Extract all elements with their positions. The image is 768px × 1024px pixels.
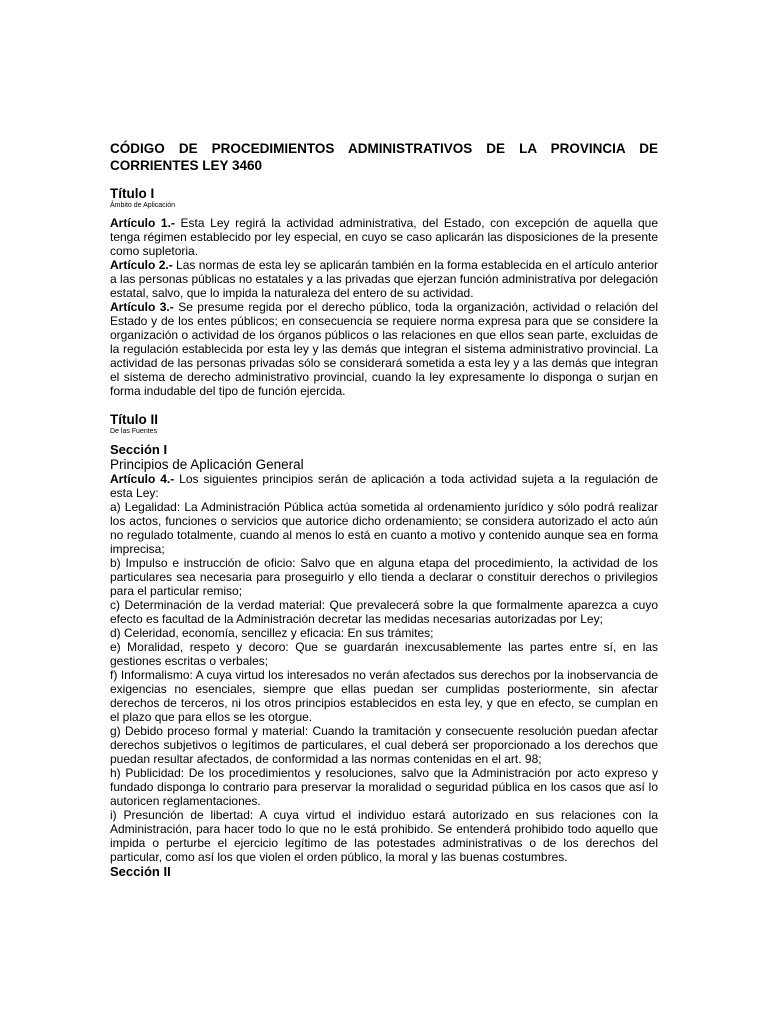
titulo-2-heading: Título II	[110, 412, 158, 427]
article-4-text: Los siguientes principios serán de aplicación a toda actividad sujeta a la regulación de esta Ley:	[110, 472, 659, 500]
article-3	[110, 300, 658, 398]
document-page	[110, 140, 658, 879]
principle-item: b) Impulso e instrucción de oficio: Salvo que en alguna etapa del procedimiento, la actividad de los particulares sea necesaria para proseguirlo y ello tienda a declarar o constituir derechos o privilegios para el particular remiso;	[110, 556, 658, 598]
principle-item: i) Presunción de libertad: A cuya virtud el individuo estará autorizado en sus relaciones con la Administración, para hacer todo lo que no le está prohibido. Se entenderá prohibido todo aquello que impida o perturbe el ejercicio legítimo de las potestades administrativas o de los derechos del particular, como así los que violen el orden público, la moral y las buenas costumbres.	[110, 808, 658, 864]
principle-item: f) Informalismo: A cuya virtud los interesados no verán afectados sus derechos por la inobservancia de exigencias no esenciales, siempre que ellas puedan ser cumplidas posteriormente, sin afectar derechos de terceros, ni los otros principios establecidos en esta ley, y que en efecto, se cumplan en el plazo que para ellos se les otorgue.	[110, 668, 658, 724]
article-1	[110, 216, 658, 258]
document-title: CÓDIGO DE PROCEDIMIENTOS ADMINISTRATIVOS DE LA PROVINCIA DE CORRIENTES LEY 3460	[110, 141, 658, 173]
seccion-1-subheading: Principios de Aplicación General	[110, 457, 304, 472]
article-2	[110, 258, 658, 300]
principle-item: h) Publicidad: De los procedimientos y resoluciones, salvo que la Administración por acto expreso y fundado disponga lo contrario para preservar la moralidad o seguridad pública en los casos que así lo autoricen reglamentaciones.	[110, 766, 658, 808]
principle-item: d) Celeridad, economía, sencillez y eficacia: En sus trámites;	[110, 626, 434, 640]
principle-item: g) Debido proceso formal y material: Cuando la tramitación y consecuente resolución puedan afectar derechos subjetivos o legítimos de particulares, el cual deberá ser proporcionado a los derechos que puedan resultar afectados, de conformidad a las normas contenidas en el art. 98;	[110, 724, 658, 766]
principle-item: a) Legalidad: La Administración Pública actúa sometida al ordenamiento jurídico y sólo podrá realizar los actos, funciones o servicios que autorice dicho ordenamiento; se considera autorizado el acto aún no regulado totalmente, cuando al menos lo está en cuanto a motivo y contenido aunque sea en forma imprecisa;	[110, 500, 658, 556]
titulo-1-subheading: Ámbito de Aplicación	[110, 202, 175, 209]
article-1-text: Esta Ley regirá la actividad administrativa, del Estado, con excepción de aquella que tenga régimen establecido por ley especial, en cuyo se caso aplicarán las disposiciones de la presente como supletoria.	[110, 216, 658, 258]
titulo-2-subheading: De las Fuentes	[110, 428, 158, 435]
principle-item: c) Determinación de la verdad material: Que prevalecerá sobre la que formalmente aparezca a cuyo efecto es facultad de la Administración decretar las medidas necesarias autorizadas por Ley;	[110, 598, 658, 626]
seccion-2-heading: Sección II	[110, 864, 171, 879]
article-3-text: Se presume regida por el derecho público, toda la organización, actividad o relación del Estado y de los entes públicos; en consecuencia se requiere norma expresa para que se considere la organización o actividad de los órganos públicos o las relaciones en que ellos sean parte, excluidas de la regulación establecida por esta ley y las demás que integran el sistema administrativo provincial. La actividad de las personas privadas sólo se considerará sometida a esta ley y a las demás que integran el sistema de derecho administrativo provincial, cuando la ley expresamente lo disponga o surjan en forma indudable del tipo de función ejercida.	[110, 300, 658, 398]
seccion-1-heading: Sección I	[110, 442, 168, 457]
article-3-label: Artículo 3.-	[110, 300, 174, 314]
titulo-1-heading: Título I	[110, 186, 155, 201]
article-4	[110, 472, 658, 500]
principle-item: e) Moralidad, respeto y decoro: Que se guardarán inexcusablemente las partes entre sí, en las gestiones escritas o verbales;	[110, 640, 658, 668]
article-2-label: Artículo 2.-	[110, 258, 173, 272]
article-1-label: Artículo 1.-	[110, 216, 175, 230]
article-4-label: Artículo 4.-	[110, 472, 175, 486]
spacer	[110, 398, 658, 412]
article-2-text: Las normas de esta ley se aplicarán también en la forma establecida en el artículo anterior a las personas públicas no estatales y a las privadas que ejerzan función administrativa por delegación estatal, salvo, que lo impida la naturaleza del entero de su actividad.	[110, 258, 659, 300]
